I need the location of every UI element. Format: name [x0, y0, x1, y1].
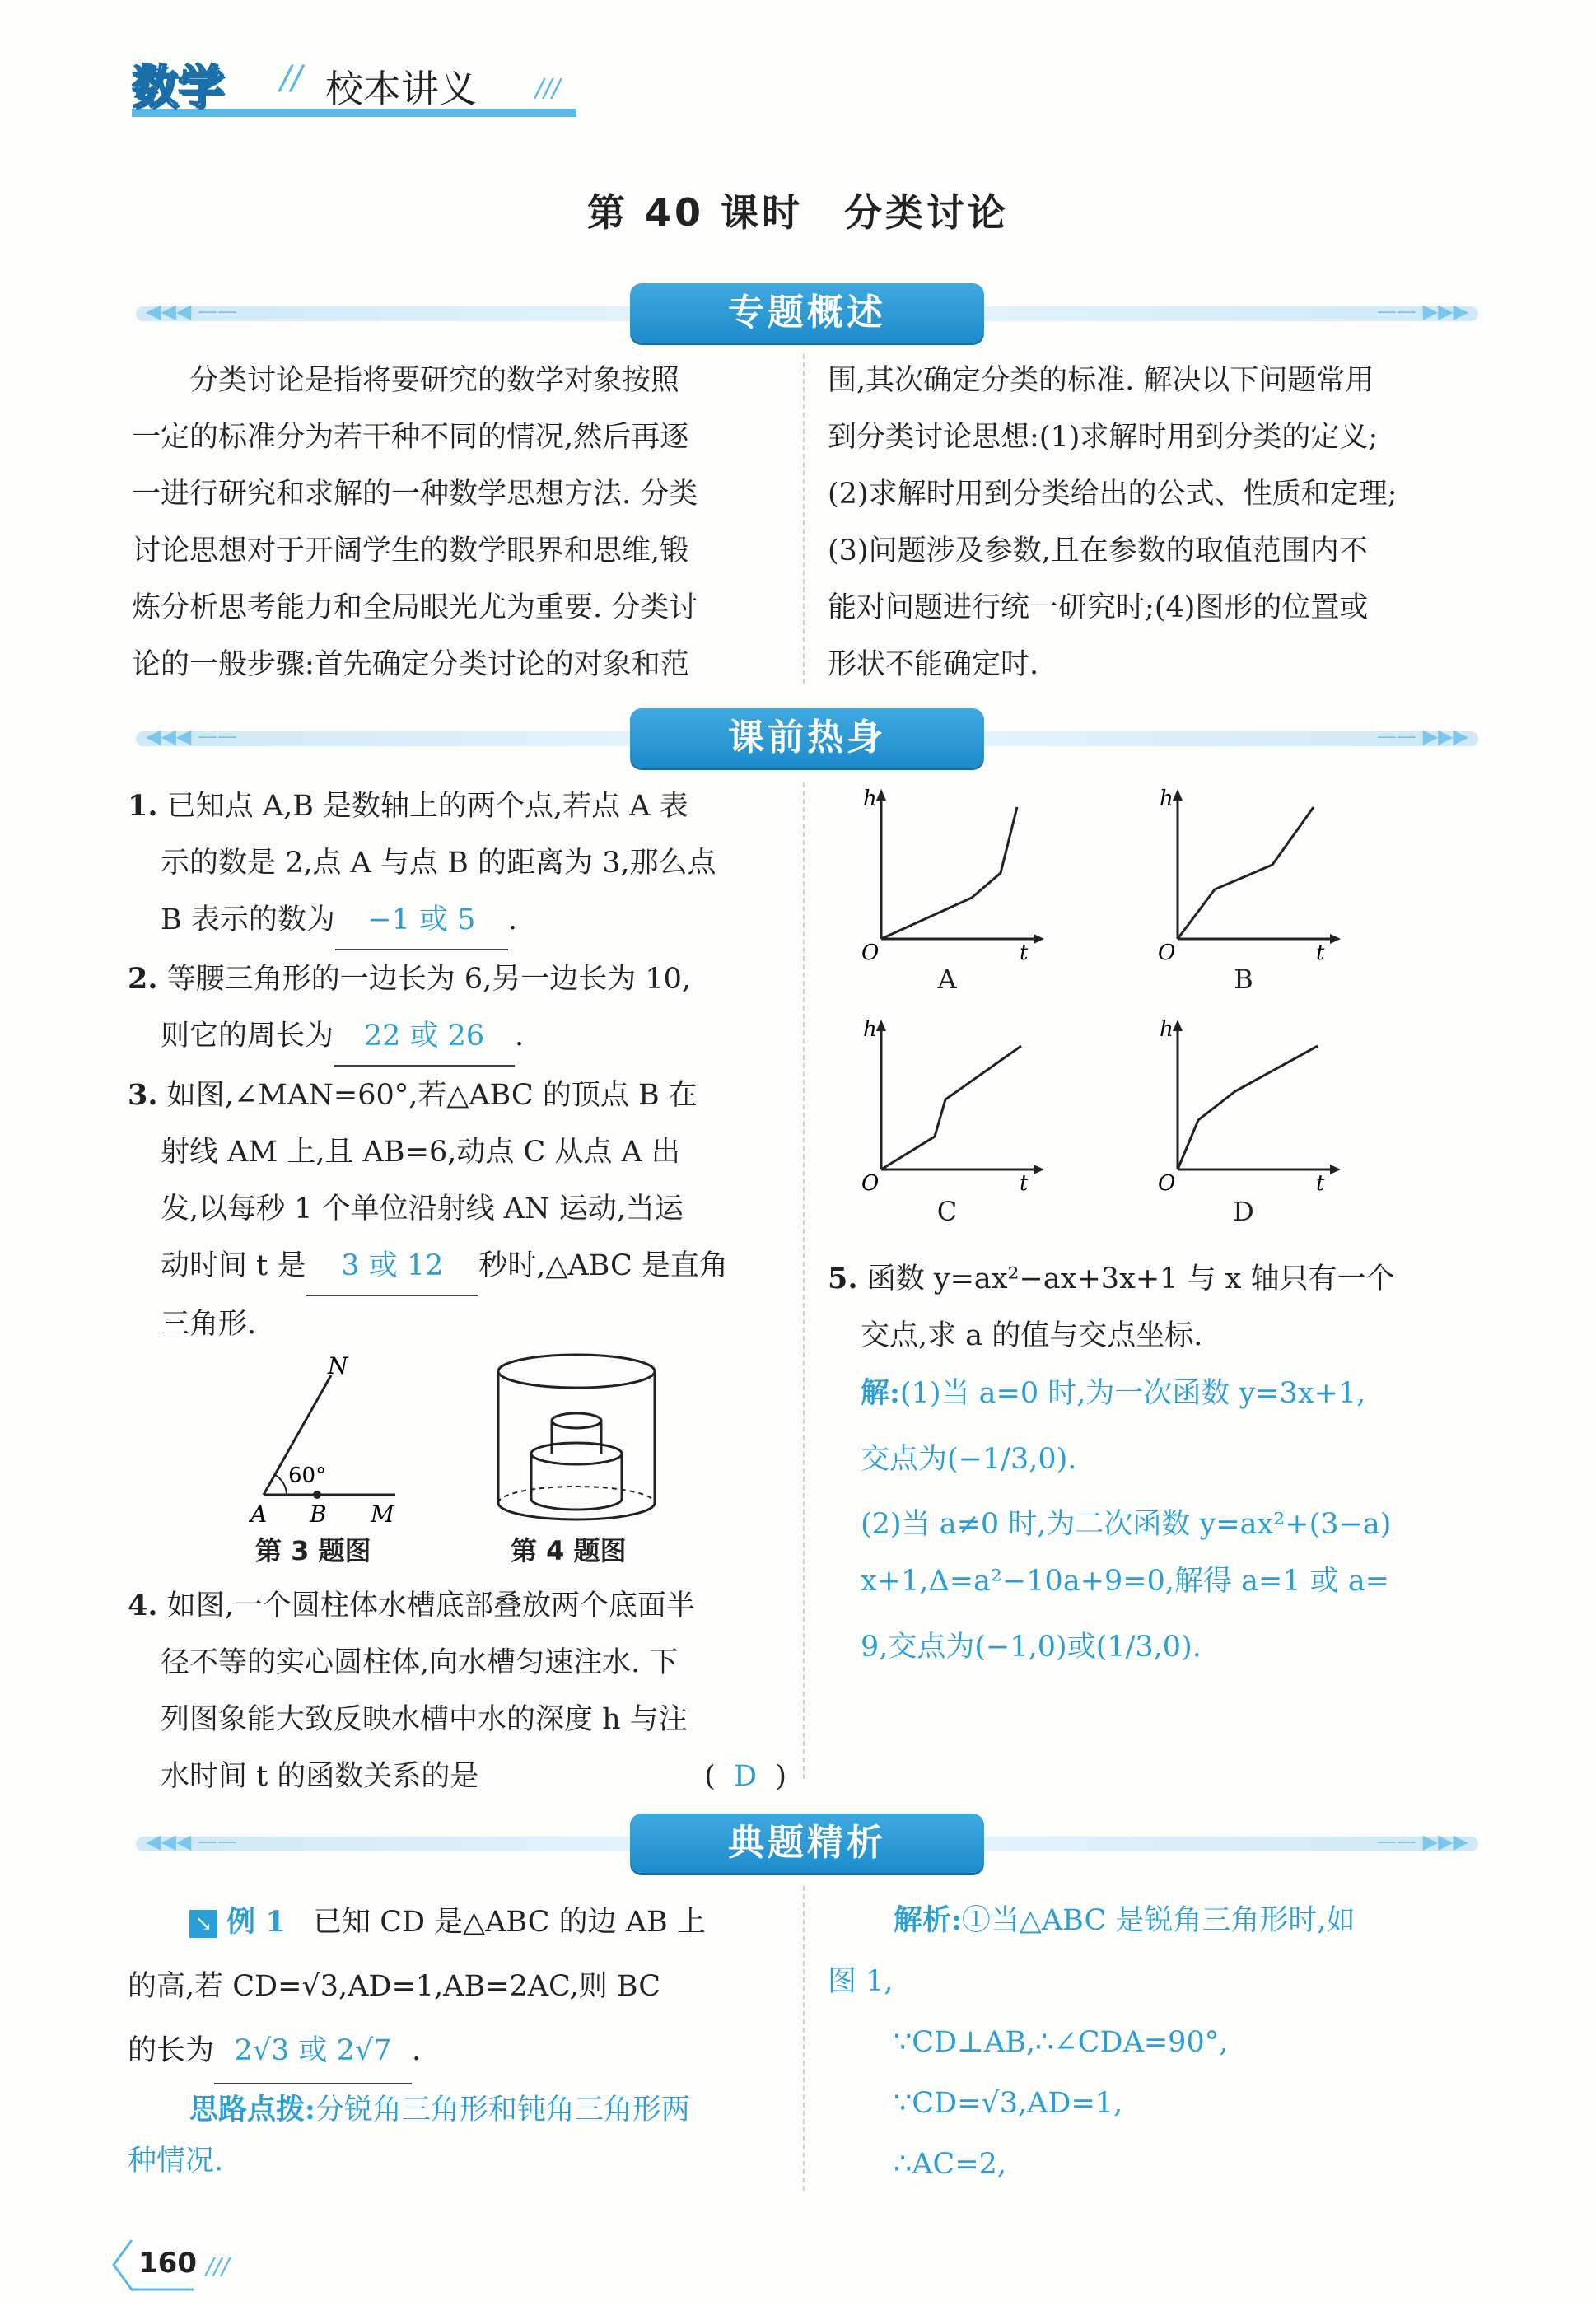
- paren: (: [704, 1760, 716, 1793]
- hint-text: 分锐角三角形和钝角三角形两: [315, 2094, 690, 2126]
- header-slashes-2: ///: [535, 74, 561, 103]
- axis-t-label: t: [1020, 1171, 1029, 1194]
- section-title: 课前热身: [630, 708, 984, 768]
- left-arrows-icon: ◀◀◀ ——: [146, 300, 237, 323]
- lesson-title: 第 40 课时 分类讨论: [586, 190, 1010, 235]
- graph-label-c: C: [936, 1196, 958, 1227]
- solution-text: (1)当 a=0 时,为一次函数 y=3x+1,: [899, 1377, 1366, 1410]
- question-3: [128, 1067, 786, 1353]
- overview-line: 炼分析思考能力和全局眼光尤为重要. 分类讨: [132, 591, 698, 624]
- header-subtitle: 校本讲义: [325, 67, 477, 111]
- example-text: 已知 CD 是△ABC 的边 AB 上: [313, 1906, 706, 1939]
- answer-blank: 3 或 12: [306, 1238, 478, 1296]
- solution-text: 交点为(−1/3,0).: [861, 1443, 1077, 1476]
- answer-blank: 2√3 或 2√7: [214, 2019, 412, 2084]
- angle-label: 60°: [288, 1463, 327, 1488]
- q-text: 如图,∠MAN=60°,若△ABC 的顶点 B 在: [166, 1079, 698, 1112]
- hint-label: 思路点拨:: [189, 2093, 315, 2126]
- answer-blank: 22 或 26: [334, 1008, 515, 1067]
- section-banner-warmup: [136, 717, 1478, 759]
- header-subject: 数学: [132, 61, 224, 114]
- paren: ): [775, 1760, 786, 1793]
- label-N: N: [328, 1352, 348, 1379]
- figure-4-caption: 第 4 题图: [511, 1535, 627, 1566]
- figure-3-caption: 第 3 题图: [255, 1535, 371, 1566]
- q-text: 三角形.: [161, 1308, 257, 1341]
- graph-d: [1153, 1013, 1342, 1194]
- q-num: 1.: [128, 789, 158, 823]
- questions-left: [128, 777, 786, 1353]
- left-arrows-icon: ◀◀◀ ——: [146, 725, 237, 748]
- q-text: 发,以每秒 1 个单位沿射线 AN 运动,当运: [161, 1193, 684, 1225]
- section-title: 典题精析: [630, 1814, 984, 1873]
- section-banner-overview: [136, 292, 1478, 334]
- question-2: [128, 950, 786, 1067]
- axis-h-label: h: [863, 787, 877, 811]
- label-M: M: [371, 1501, 394, 1528]
- figure-4-cylinders: [494, 1351, 659, 1528]
- label-A: A: [250, 1501, 268, 1528]
- overview-line: (3)问题涉及参数,且在参数的取值范围内不: [828, 534, 1368, 567]
- overview-line: (2)求解时用到分类给出的公式、性质和定理;: [828, 478, 1398, 511]
- analysis-text: ∵CD⊥AB,∴∠CDA=90°,: [894, 2026, 1229, 2059]
- analysis-text: ①当△ABC 是锐角三角形时,如: [961, 1904, 1356, 1937]
- axis-h-label: h: [1160, 787, 1174, 811]
- column-divider: [803, 782, 805, 1779]
- solution-text: 9,交点为(−1,0)或(1/3,0).: [861, 1631, 1202, 1664]
- question-4: [128, 1577, 786, 1805]
- q-text: 径不等的实心圆柱体,向水槽匀速注水. 下: [161, 1646, 679, 1679]
- origin-label: O: [1158, 941, 1176, 964]
- header-slashes: //: [280, 59, 302, 97]
- analysis-label: 解析:: [894, 1903, 962, 1937]
- axis-t-label: t: [1316, 941, 1325, 964]
- figure-3-angle: [239, 1351, 420, 1528]
- question-5: [828, 1250, 1486, 1684]
- q-text: 示的数是 2,点 A 与点 B 的距离为 3,那么点: [161, 847, 716, 880]
- overview-line: 到分类讨论思想:(1)求解时用到分类的定义;: [828, 421, 1379, 454]
- solution-text: (2)当 a≠0 时,为二次函数 y=ax²+(3−a): [861, 1508, 1392, 1541]
- example-label: 例 1: [226, 1905, 286, 1939]
- axis-t-label: t: [1020, 941, 1029, 964]
- label-B: B: [310, 1501, 327, 1528]
- analysis-text: ∵CD=√3,AD=1,: [894, 2087, 1123, 2120]
- q-text: 如图,一个圆柱体水槽底部叠放两个底面半: [166, 1589, 695, 1622]
- graph-b: [1153, 782, 1342, 964]
- q-text: .: [515, 1020, 525, 1053]
- q-text: 秒时,△ABC 是直角: [478, 1249, 728, 1282]
- answer-blank: −1 或 5: [335, 892, 508, 950]
- analysis-text: 图 1,: [828, 1965, 894, 1998]
- analysis-text: ∴AC=2,: [894, 2148, 1007, 2181]
- axis-h-label: h: [1160, 1017, 1174, 1042]
- left-arrows-icon: ◀◀◀ ——: [146, 1830, 237, 1853]
- example-text: .: [412, 2034, 422, 2067]
- section-banner-examples: [136, 1822, 1478, 1864]
- q-num: 5.: [828, 1262, 858, 1295]
- overview-right: [828, 352, 1486, 693]
- graph-c: [856, 1013, 1046, 1194]
- overview-line: 一定的标准分为若干种不同的情况,然后再逐: [132, 421, 689, 454]
- origin-label: O: [861, 941, 880, 964]
- q-text: B 表示的数为: [161, 903, 335, 936]
- axis-t-label: t: [1316, 1171, 1325, 1194]
- right-arrows-icon: —— ▶▶▶: [1377, 725, 1468, 748]
- q-num: 3.: [128, 1078, 158, 1112]
- q-num: 4.: [128, 1589, 158, 1622]
- graph-label-b: B: [1234, 964, 1253, 995]
- overview-line: 围,其次确定分类的标准. 解决以下问题常用: [828, 364, 1374, 397]
- origin-label: O: [1158, 1171, 1176, 1194]
- q-text: 函数 y=ax²−ax+3x+1 与 x 轴只有一个: [866, 1263, 1395, 1295]
- q-text: 等腰三角形的一边长为 6,另一边长为 10,: [166, 963, 691, 996]
- q-text: 已知点 A,B 是数轴上的两个点,若点 A 表: [166, 790, 688, 823]
- solution-label: 解:: [861, 1376, 900, 1410]
- q-num: 2.: [128, 962, 158, 996]
- example-arrow-icon: ↘: [189, 1910, 217, 1938]
- right-arrows-icon: —— ▶▶▶: [1377, 1830, 1468, 1853]
- analysis: [828, 1890, 1486, 2195]
- question-1: [128, 777, 786, 950]
- q-text: .: [507, 903, 517, 936]
- q-text: 则它的周长为: [161, 1020, 334, 1053]
- right-arrows-icon: —— ▶▶▶: [1377, 300, 1468, 323]
- example-text: 的高,若 CD=√3,AD=1,AB=2AC,则 BC: [128, 1970, 660, 2003]
- overview-line: 形状不能确定时.: [828, 648, 1039, 681]
- example-1: [128, 1890, 786, 2187]
- column-divider: [803, 354, 805, 684]
- q-text: 水时间 t 的函数关系的是: [161, 1760, 479, 1793]
- graph-label-a: A: [937, 964, 957, 995]
- overview-line: 讨论思想对于开阔学生的数学眼界和思维,锻: [132, 534, 689, 567]
- column-divider: [803, 1886, 805, 2191]
- answer-choice: D: [734, 1760, 758, 1793]
- section-title: 专题概述: [630, 283, 984, 343]
- hint-text: 种情况.: [128, 2145, 224, 2178]
- page-number: 160: [138, 2247, 197, 2280]
- graph-a: [856, 782, 1046, 964]
- origin-label: O: [861, 1171, 880, 1194]
- q-text: 列图象能大致反映水槽中水的深度 h 与注: [161, 1703, 688, 1736]
- footer-slashes: ///: [206, 2252, 230, 2280]
- axis-h-label: h: [863, 1017, 877, 1042]
- overview-line: 能对问题进行统一研究时;(4)图形的位置或: [828, 591, 1369, 624]
- q-text: 交点,求 a 的值与交点坐标.: [861, 1319, 1203, 1352]
- example-text: 的长为: [128, 2034, 215, 2067]
- q-text: 动时间 t 是: [161, 1249, 306, 1282]
- overview-left: [132, 352, 782, 693]
- graph-label-d: D: [1233, 1196, 1254, 1227]
- overview-line: 分类讨论是指将要研究的数学对象按照: [189, 364, 680, 397]
- solution-text: x+1,Δ=a²−10a+9=0,解得 a=1 或 a=: [861, 1565, 1390, 1598]
- overview-line: 一进行研究和求解的一种数学思想方法. 分类: [132, 478, 698, 511]
- q-text: 射线 AM 上,且 AB=6,动点 C 从点 A 出: [161, 1136, 680, 1169]
- overview-line: 论的一般步骤:首先确定分类讨论的对象和范: [132, 648, 689, 681]
